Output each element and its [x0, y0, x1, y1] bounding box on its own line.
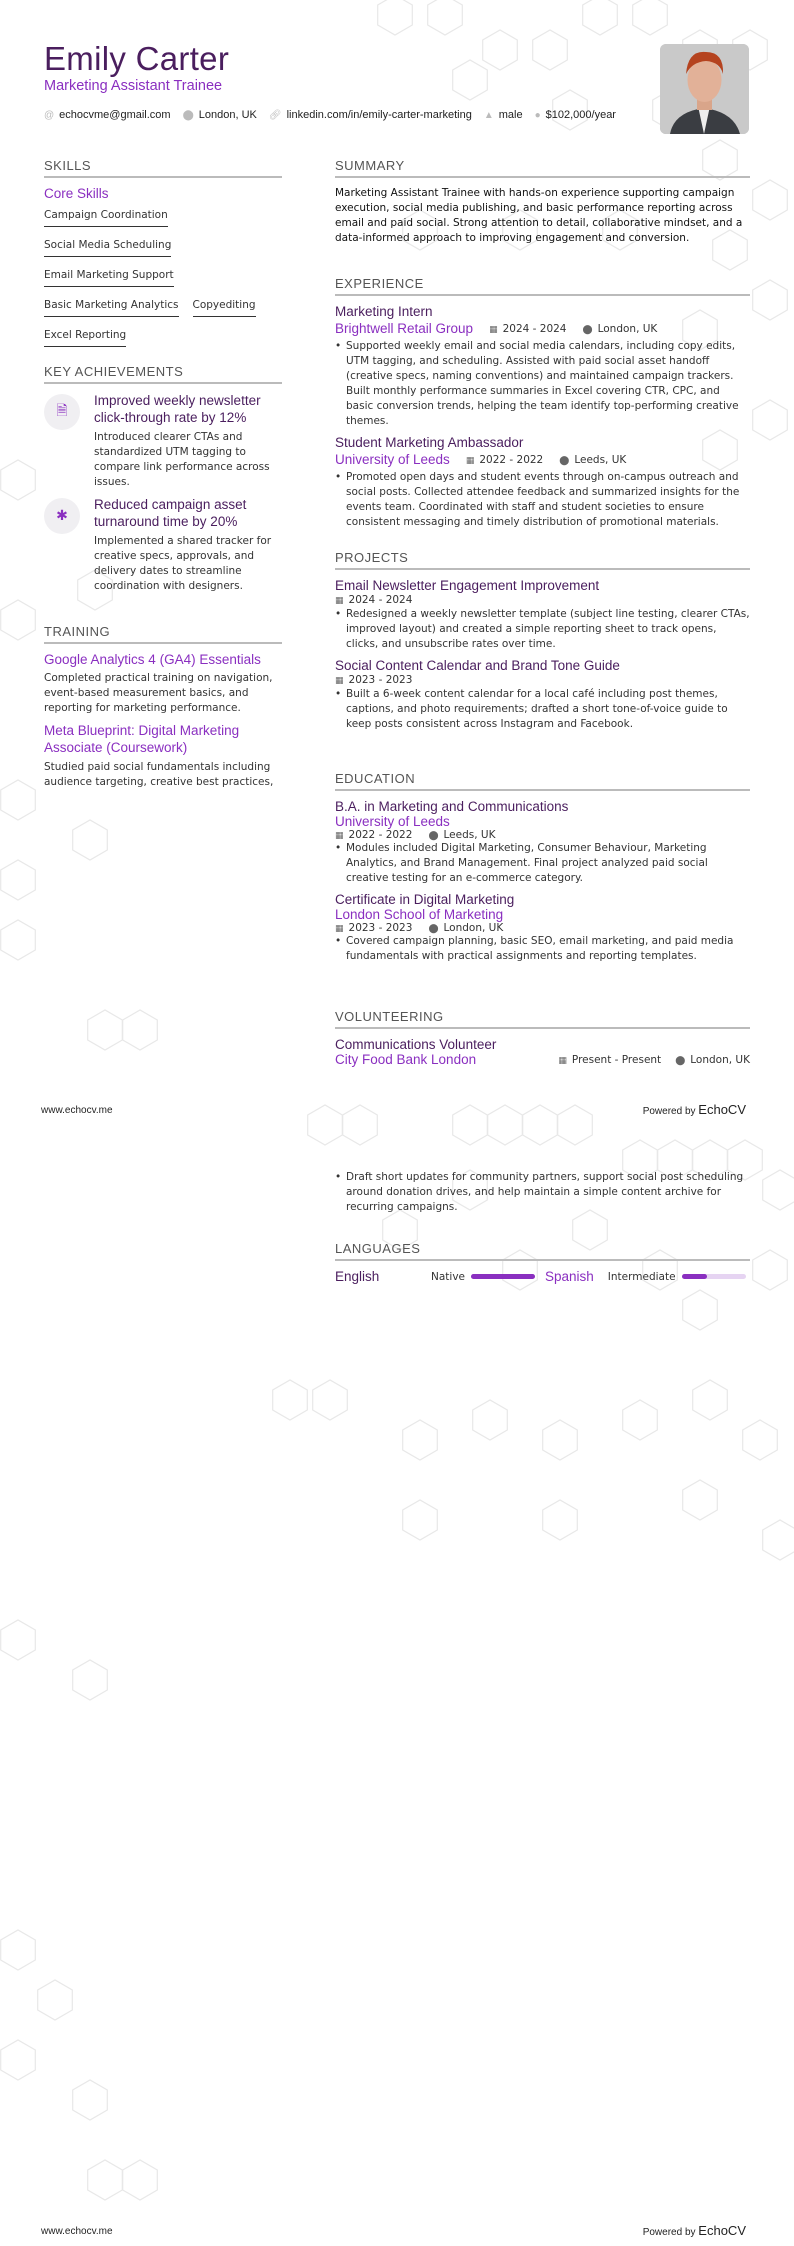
- project-dates: 2023 - 2023: [348, 674, 413, 686]
- experience-item: [335, 304, 750, 429]
- calendar-icon: ▦: [558, 1055, 567, 1066]
- hexagon-shape: [763, 1170, 794, 1210]
- experience-heading: EXPERIENCE: [335, 276, 750, 296]
- education-degree: Certificate in Digital Marketing: [335, 892, 515, 907]
- experience-role: Student Marketing Ambassador: [335, 435, 524, 450]
- skill-tag: Social Media Scheduling: [44, 236, 171, 257]
- hexagon-shape: [1, 860, 36, 900]
- hexagon-shape: [693, 1380, 728, 1420]
- calendar-icon: ▦: [335, 676, 344, 686]
- project-title: Email Newsletter Engagement Improvement: [335, 578, 600, 593]
- hexagon-shape: [753, 400, 788, 440]
- hexagon-shape: [473, 1400, 508, 1440]
- hexagon-shape: [308, 1105, 343, 1145]
- training-section: [44, 624, 282, 796]
- hexagon-shape: [73, 2080, 108, 2120]
- language-name: English: [335, 1269, 380, 1284]
- job-title: Marketing Assistant Trainee: [44, 78, 223, 94]
- language-level-bar: [682, 1274, 746, 1279]
- hexagon-shape: [1, 920, 36, 960]
- hexagon-shape: [1, 1620, 36, 1660]
- hexagon-shape: [753, 180, 788, 220]
- hexagon-shape: [313, 1380, 348, 1420]
- calendar-icon: ▦: [335, 596, 344, 606]
- footer-site-link[interactable]: www.echocv.me: [41, 2226, 113, 2237]
- training-title: Meta Blueprint: Digital Marketing Associate (Coursework): [44, 723, 240, 755]
- hexagon-shape: [343, 1105, 378, 1145]
- experience-location: London, UK: [597, 322, 658, 335]
- education-dates: 2022 - 2022: [348, 829, 413, 841]
- skills-group-title: Core Skills: [44, 186, 109, 201]
- experience-dates: 2024 - 2024: [502, 322, 567, 335]
- skill-tag: Excel Reporting: [44, 326, 126, 347]
- hexagon-shape: [123, 2160, 158, 2200]
- education-school: London School of Marketing: [335, 907, 504, 922]
- hexagon-shape: [38, 1980, 73, 2020]
- location-icon: ⬤: [428, 924, 439, 934]
- experience-dates: 2022 - 2022: [479, 453, 544, 466]
- skill-tag: Copyediting: [193, 296, 256, 317]
- skills-section: [44, 158, 282, 353]
- education-degree: B.A. in Marketing and Communications: [335, 799, 569, 814]
- calendar-icon: ▦: [335, 924, 344, 934]
- project-bullet: • Built a 6-week content calendar for a local café including post themes, captions, and photo requirements; drafted a short tone-of-voice guide to keep posts consistent across Instagram and Facebook.: [335, 687, 750, 732]
- experience-location: Leeds, UK: [574, 453, 627, 466]
- skill-tag: Campaign Coordination: [44, 206, 168, 227]
- hexagon-shape: [753, 1250, 788, 1290]
- hexagon-shape: [88, 2160, 123, 2200]
- hexagon-shape: [533, 30, 568, 70]
- hexagon-shape: [753, 280, 788, 320]
- footer-powered[interactable]: Powered by EchoCV: [642, 2223, 746, 2238]
- hexagon-shape: [1, 780, 36, 820]
- project-dates: 2024 - 2024: [348, 594, 413, 606]
- experience-company: University of Leeds: [335, 452, 450, 467]
- hexagon-shape: [1, 2040, 36, 2080]
- education-section: [335, 771, 750, 970]
- language-level: Intermediate: [607, 1270, 676, 1283]
- volunteering-location: London, UK: [690, 1053, 750, 1066]
- hexagon-shape: [633, 0, 668, 35]
- footer-powered[interactable]: Powered by EchoCV: [642, 1102, 746, 1117]
- achievement-item: [44, 392, 282, 490]
- education-school: University of Leeds: [335, 814, 450, 829]
- achievements-heading: KEY ACHIEVEMENTS: [44, 364, 282, 384]
- calendar-icon: ▦: [465, 455, 475, 466]
- hexagon-shape: [1, 600, 36, 640]
- volunteering-heading: VOLUNTEERING: [335, 1009, 750, 1029]
- hexagon-shape: [683, 1290, 718, 1330]
- contact-salary: ● $102,000/year: [534, 109, 616, 121]
- languages-heading: LANGUAGES: [335, 1241, 750, 1261]
- at-icon: @: [44, 110, 55, 121]
- hexagon-shape: [763, 1520, 794, 1560]
- training-title: Google Analytics 4 (GA4) Essentials: [44, 652, 261, 667]
- user-icon: ▲: [483, 110, 494, 121]
- hexagon-shape: [743, 1420, 778, 1460]
- bug-icon: ✱: [44, 498, 80, 534]
- hexagon-shape: [123, 1010, 158, 1050]
- achievement-desc: Introduced clearer CTAs and standardized UTM tagging to compare link performance across issues.: [94, 431, 270, 488]
- language-level-bar: [471, 1274, 535, 1279]
- hexagon-shape: [428, 0, 463, 35]
- education-heading: EDUCATION: [335, 771, 750, 791]
- file-plus-icon: 🗎︎: [44, 394, 80, 430]
- hexagon-shape: [488, 1105, 523, 1145]
- link-icon: 🔗︎: [268, 110, 282, 121]
- volunteering-section: [335, 1009, 750, 1067]
- project-title: Social Content Calendar and Brand Tone Guide: [335, 658, 620, 673]
- location-icon: ⬤: [428, 831, 439, 841]
- hexagon-shape: [73, 1660, 108, 1700]
- summary-text: Marketing Assistant Trainee with hands-on experience supporting campaign execution, social media publishing, and basic performance reporting across email and paid social. Strong attention to detail, collaborative mindset, and a data-informed approach to improving engagement and conversion.: [335, 187, 743, 244]
- hexagon-shape: [453, 60, 488, 100]
- contact-linkedin[interactable]: 🔗︎ linkedin.com/in/emily-carter-marketing: [268, 109, 472, 121]
- training-desc: Completed practical training on navigation, event-based measurement basics, and reporting for marketing performance.: [44, 672, 273, 714]
- money-icon: ●: [534, 110, 541, 121]
- volunteering-bullet: • Draft short updates for community partners, support social post scheduling around donation drives, and help maintain a simple content archive for recurring campaigns.: [335, 1170, 750, 1215]
- hexagon-shape: [543, 1420, 578, 1460]
- education-dates: 2023 - 2023: [348, 922, 413, 934]
- experience-bullet: • Supported weekly email and social media calendars, including copy edits, UTM tagging, and scheduling. Assisted with paid social asset handoff (creative specs, naming conventions) and maintained campaign trackers. Built monthly performance summaries in Excel covering CTR, CPC, and basic conversion trends, helping the team identify top-performing creative themes.: [335, 339, 750, 429]
- hexagon-shape: [558, 1105, 593, 1145]
- location-icon: ⬤: [559, 455, 570, 466]
- hexagon-shape: [523, 1105, 558, 1145]
- hexagon-shape: [683, 1480, 718, 1520]
- hexagon-shape: [583, 0, 618, 35]
- experience-section: [335, 276, 750, 536]
- summary-section: [335, 158, 750, 246]
- experience-bullet: • Promoted open days and student events through on-campus outreach and social posts. Collected attendee feedback and summarized insights for the events team. Coordinated with staff and student societies to ensure consistent messaging and timely distribution of promotional materials.: [335, 470, 750, 530]
- language-level: Native: [431, 1270, 465, 1283]
- education-location: Leeds, UK: [443, 829, 496, 841]
- training-desc: Studied paid social fundamentals including audience targeting, creative best practices,: [44, 761, 274, 788]
- hexagon-shape: [543, 1500, 578, 1540]
- summary-heading: SUMMARY: [335, 158, 750, 178]
- skill-tag: Basic Marketing Analytics: [44, 296, 179, 317]
- location-icon: ⬤: [182, 110, 194, 121]
- skills-heading: SKILLS: [44, 158, 282, 178]
- education-location: London, UK: [443, 922, 504, 934]
- language-name: Spanish: [545, 1269, 594, 1284]
- profile-photo: [660, 44, 749, 134]
- hexagon-shape: [403, 1420, 438, 1460]
- projects-section: [335, 550, 750, 738]
- contact-location: ⬤ London, UK: [182, 109, 257, 121]
- contact-gender: ▲ male: [483, 109, 523, 121]
- skill-tag: Email Marketing Support: [44, 266, 174, 287]
- location-icon: ⬤: [582, 324, 593, 335]
- achievement-title: Reduced campaign asset turnaround time by 20%: [94, 497, 247, 529]
- training-heading: TRAINING: [44, 624, 282, 644]
- projects-heading: PROJECTS: [335, 550, 750, 570]
- hexagon-shape: [273, 1380, 308, 1420]
- experience-company: Brightwell Retail Group: [335, 321, 474, 336]
- education-bullet: • Covered campaign planning, basic SEO, email marketing, and paid media fundamentals with practical assignments and reporting templates.: [335, 934, 750, 964]
- hexagon-shape: [88, 1010, 123, 1050]
- education-bullet: • Modules included Digital Marketing, Consumer Behaviour, Marketing Analytics, and Brand Management. Final project analyzed paid social creative testing for an e-commerce category.: [335, 841, 750, 886]
- achievement-desc: Implemented a shared tracker for creative specs, approvals, and delivery dates to streamline coordination with designers.: [94, 535, 272, 592]
- hexagon-shape: [623, 1400, 658, 1440]
- hexagon-shape: [378, 0, 413, 35]
- hexagon-shape: [483, 30, 518, 70]
- candidate-name: Emily Carter: [44, 40, 230, 77]
- hexagon-shape: [453, 1105, 488, 1145]
- volunteering-continued: [335, 1170, 750, 1215]
- volunteering-org: City Food Bank London: [335, 1052, 477, 1067]
- achievement-item: [44, 496, 282, 594]
- calendar-icon: ▦: [335, 831, 344, 841]
- project-bullet: • Redesigned a weekly newsletter template (subject line testing, clearer CTAs, improved layout) and created a simple reporting sheet to track opens, clicks, and unsubscribe rates over time.: [335, 607, 750, 652]
- achievements-section: [44, 364, 282, 600]
- hexagon-shape: [1, 1930, 36, 1970]
- volunteering-dates: Present - Present: [571, 1053, 662, 1066]
- calendar-icon: ▦: [489, 324, 498, 335]
- achievement-title: Improved weekly newsletter click-through rate by 12%: [94, 393, 261, 425]
- experience-role: Marketing Intern: [335, 304, 433, 319]
- experience-item: [335, 435, 750, 530]
- contact-bar: [44, 109, 616, 121]
- location-icon: ⬤: [675, 1055, 686, 1066]
- hexagon-shape: [73, 820, 108, 860]
- contact-email[interactable]: @ echocvme@gmail.com: [44, 109, 171, 121]
- footer-site-link[interactable]: www.echocv.me: [41, 1105, 113, 1116]
- volunteering-role: Communications Volunteer: [335, 1037, 497, 1052]
- hexagon-shape: [1, 460, 36, 500]
- hexagon-shape: [403, 1500, 438, 1540]
- languages-section: [335, 1241, 750, 1284]
